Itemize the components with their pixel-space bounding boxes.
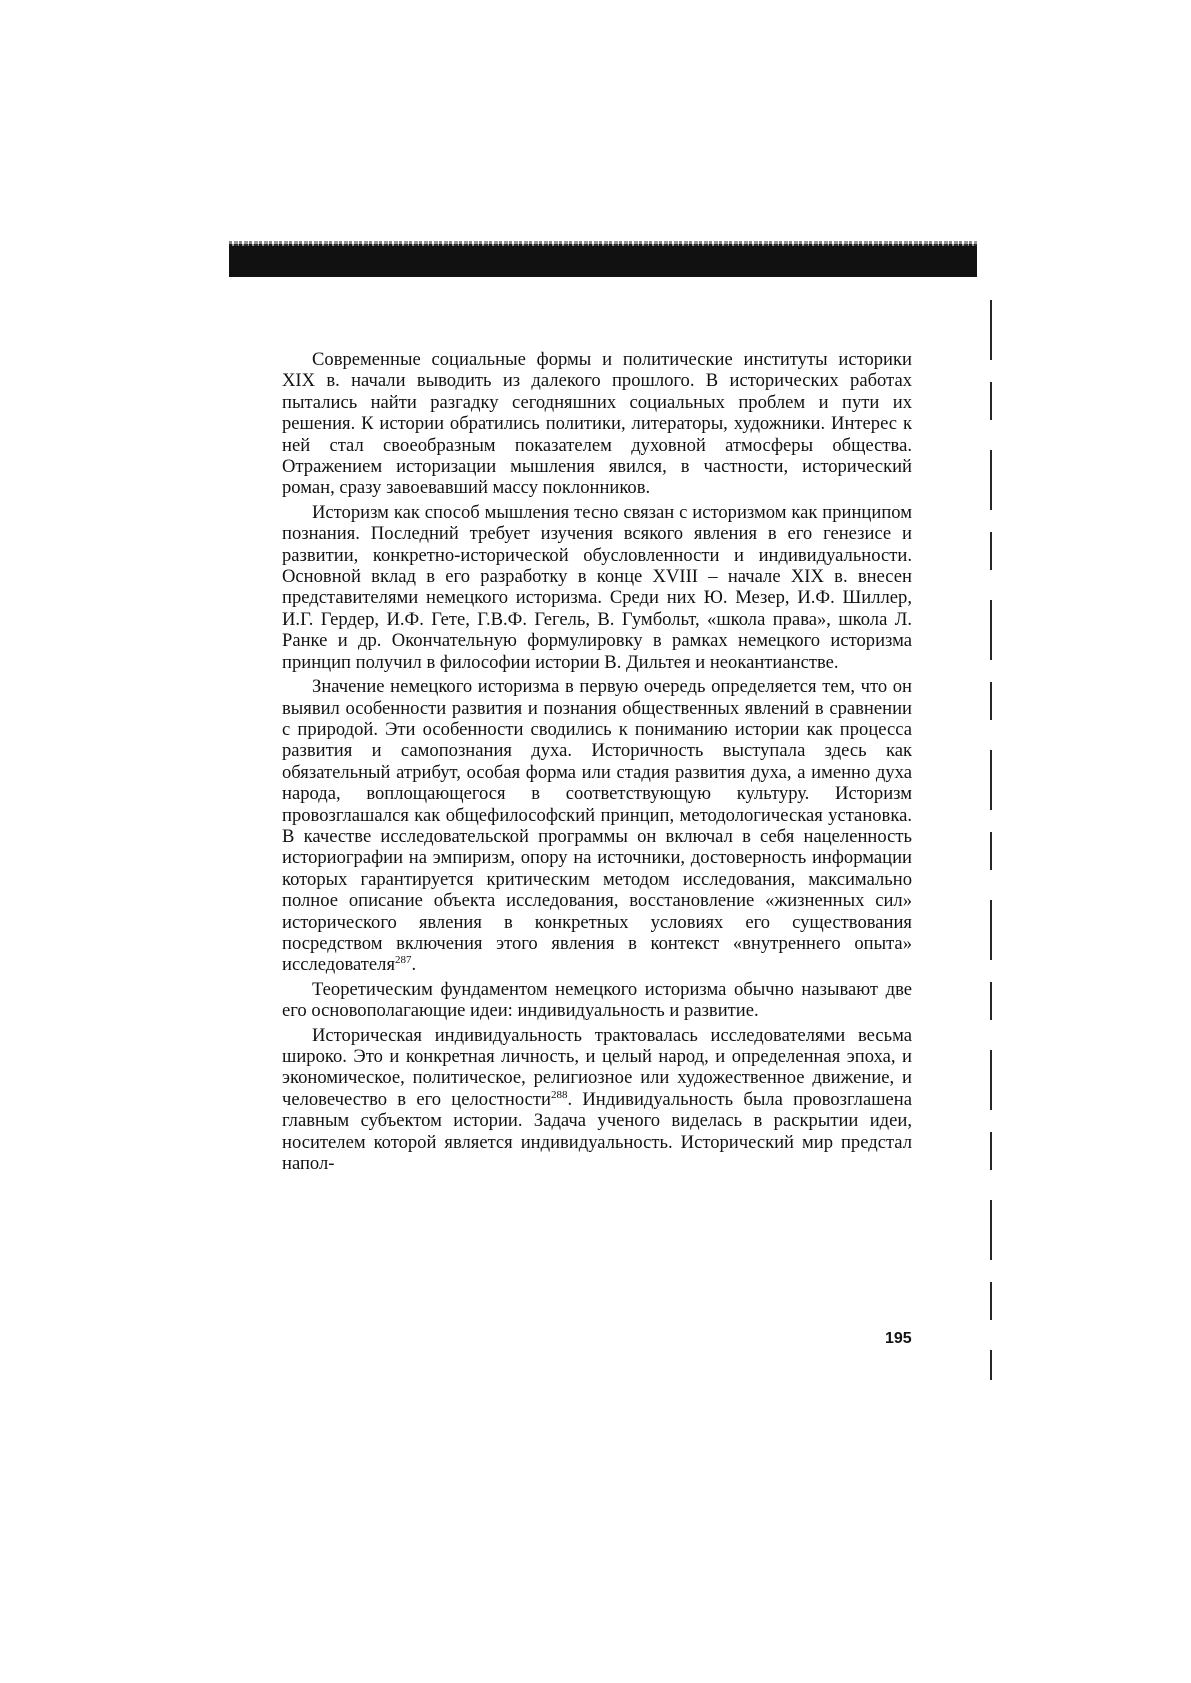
- page-number: 195: [885, 1330, 912, 1347]
- header-rule: [229, 244, 977, 277]
- paragraph-2: Историзм как способ мышления тесно связан с историзмом как принципом познания. Последний требует изучения всякого явления в его генезисе и развитии, конкретно-исторической обусловленности и индивидуальности. Основной вклад в его разработку в конце XVIII – начале XIX в. внесен представителями немецкого историзма. Среди них Ю. Мезер, И.Ф. Шиллер, И.Г. Гердер, И.Ф. Гете, Г.В.Ф. Гегель, В. Гумбольт, «школа права», школа Л. Ранке и др. Окончательную формулировку в рамках немецкого историзма принцип получил в философии истории В. Дильтея и неокантианстве.: [282, 501, 912, 673]
- scan-page-edge: [990, 300, 992, 1380]
- paragraph-4: Теоретическим фундаментом немецкого историзма обычно называют две его основополагающие идеи: индивидуальность и развитие.: [282, 978, 912, 1022]
- paragraph-1: Современные социальные формы и политические институты историки XIX в. начали выводить из далекого прошлого. В исторических работах пытались найти разгадку сегодняшних социальных проблем и пути их решения. К истории обратились политики, литераторы, художники. Интерес к ней стал своеобразным показателем духовной атмосферы общества. Отражением историзации мышления явился, в частности, исторический роман, сразу завоевавший массу поклонников.: [282, 349, 912, 499]
- footnote-ref-287[interactable]: 287: [395, 954, 412, 967]
- paragraph-3: Значение немецкого историзма в первую очередь определяется тем, что он выявил особенности развития и познания общественных явлений в сравнении с природой. Эти особенности сводились к пониманию истории как процесса развития и самопознания духа. Историчность выступала здесь как обязательный атрибут, особая форма или стадия развития духа, а именно духа народа, воплощающегося в соответствующую культуру. Историзм провозглашался как общефилософский принцип, методологическая установка. В качестве исследовательской программы он включал в себя нацеленность историографии на эмпиризм, опору на источники, достоверность информации которых гарантируется критическим методом исследования, максимально полное описание объекта исследования, восстановление «жизненных сил» исторического явления в конкретных условиях его существования посредством включения этого явления в контекст «внутреннего опыта» исследователя$^{287}$.: [282, 676, 912, 976]
- footnote-ref-288[interactable]: 288: [550, 1088, 568, 1101]
- paragraph-5: Историческая индивидуальность трактовалась исследователями весьма широко. Это и конкретная личность, и целый народ, и определенная эпоха, и экономическое, политическое, религиозное или художественное движение, и человечество в его целостности$^{288}$. Индивидуальность была провозглашена главным субъектом истории. Задача ученого виделась в раскрытии идеи, носителем которой является индивидуальность. Исторический мир предстал напол-: [282, 1024, 912, 1175]
- body-text: [282, 349, 912, 1177]
